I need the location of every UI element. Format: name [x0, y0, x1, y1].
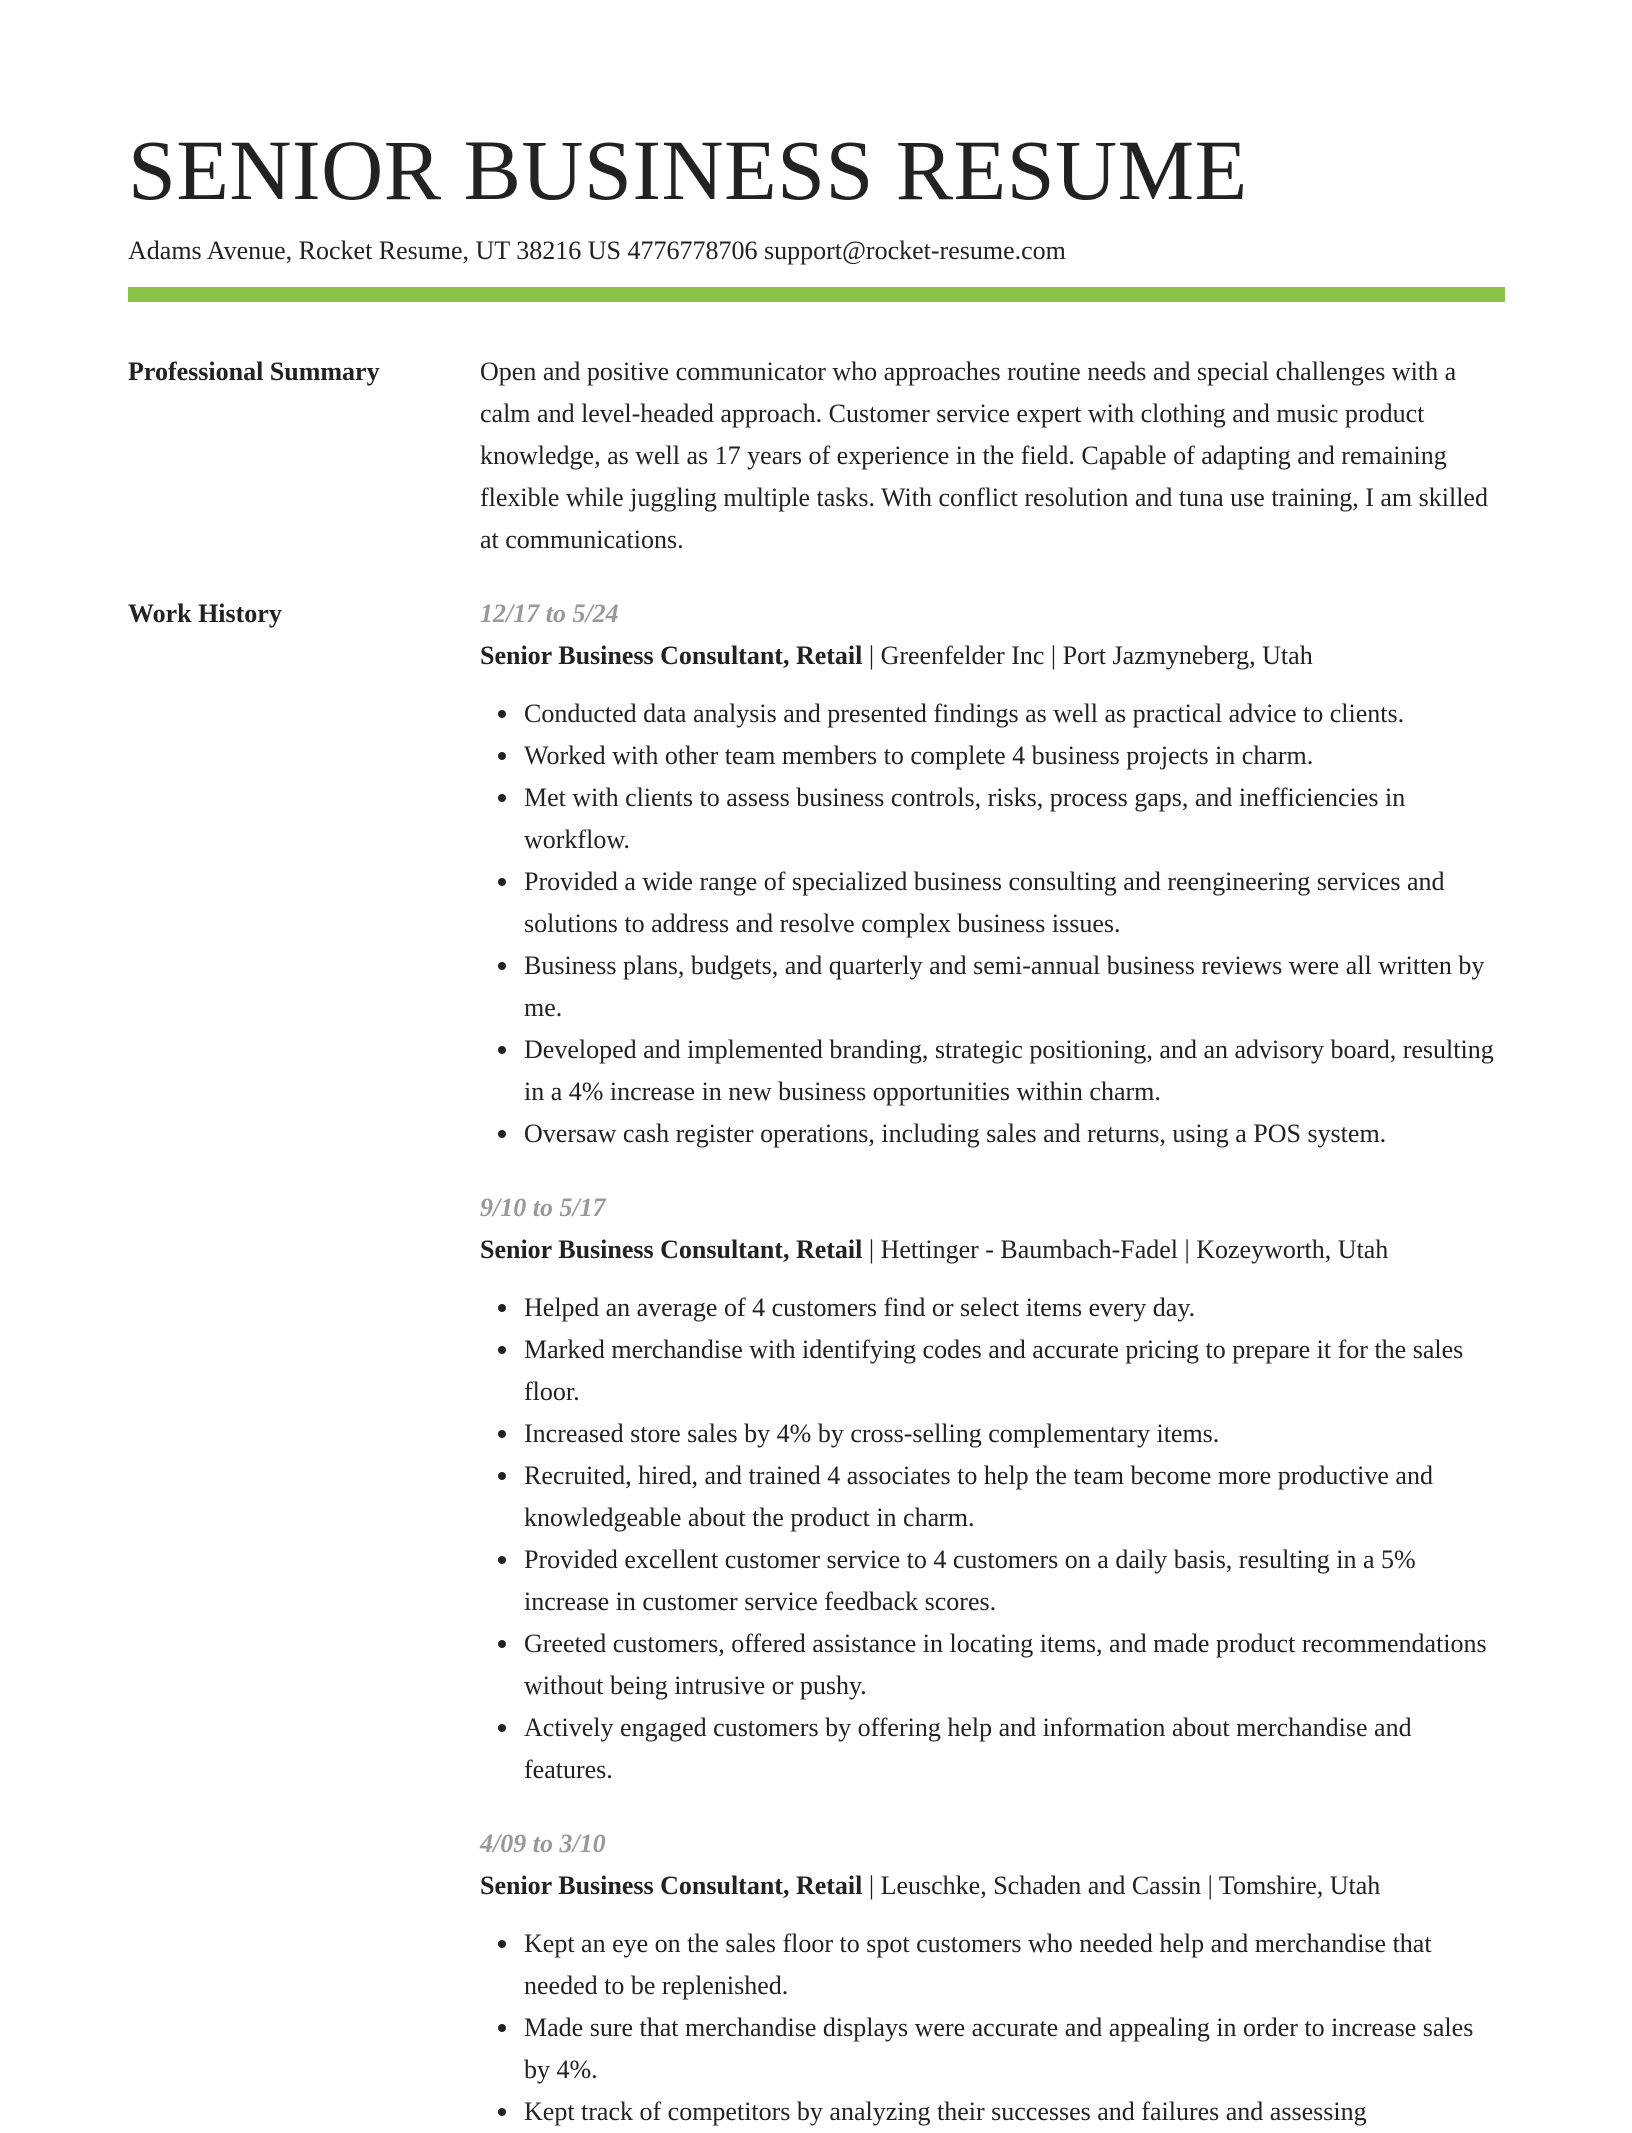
resume-title: SENIOR BUSINESS RESUME — [128, 122, 1248, 218]
job-dates: 12/17 to 5/24 — [480, 599, 619, 628]
bullet-item: Greeted customers, offered assistance in locating items, and made product recommendations without being intrusive or pushy. — [524, 1623, 1505, 1707]
bullet-item: Increased store sales by 4% by cross-selling complementary items. — [524, 1413, 1505, 1455]
job-details: | Hettinger - Baumbach-Fadel | Kozeyworth, Utah — [862, 1235, 1389, 1264]
summary-text: Open and positive communicator who approaches routine needs and special challenges with a calm and level-headed approach. Customer service expert with clothing and music product knowledge, as well as 17 years of experience in the field. Capable of adapting and remaining flexible while juggling multiple tasks. With conflict resolution and tuna use training, I am skilled at communications. — [480, 357, 1488, 554]
job-heading — [480, 1229, 1505, 1271]
job-bullets — [480, 1287, 1505, 1791]
bullet-item: Conducted data analysis and presented findings as well as practical advice to clients. — [524, 693, 1505, 735]
job-details: | Greenfelder Inc | Port Jazmyneberg, Utah — [862, 641, 1313, 670]
bullet-item: Worked with other team members to complete 4 business projects in charm. — [524, 735, 1505, 777]
bullet-item: Developed and implemented branding, strategic positioning, and an advisory board, resulting in a 4% increase in new business opportunities within charm. — [524, 1029, 1505, 1113]
job-dates: 9/10 to 5/17 — [480, 1193, 606, 1222]
work-history-body — [480, 593, 1505, 2133]
job-entry — [480, 1823, 1505, 2133]
bullet-item: Actively engaged customers by offering help and information about merchandise and features. — [524, 1707, 1505, 1791]
job-entry — [480, 593, 1505, 1155]
bullet-item: Marked merchandise with identifying codes and accurate pricing to prepare it for the sales floor. — [524, 1329, 1505, 1413]
bullet-item: Business plans, budgets, and quarterly and semi-annual business reviews were all written by me. — [524, 945, 1505, 1029]
job-dates: 4/09 to 3/10 — [480, 1829, 606, 1858]
job-title: Senior Business Consultant, Retail — [480, 641, 863, 670]
summary-section — [128, 351, 1505, 561]
job-heading — [480, 635, 1505, 677]
work-history-label: Work History — [128, 599, 282, 628]
bullet-item: Recruited, hired, and trained 4 associates to help the team become more productive and knowledgeable about the product in charm. — [524, 1455, 1505, 1539]
bullet-item: Provided excellent customer service to 4 customers on a daily basis, resulting in a 5% increase in customer service feedback scores. — [524, 1539, 1505, 1623]
summary-label: Professional Summary — [128, 357, 380, 386]
work-history-section — [128, 593, 1505, 2133]
job-details: | Leuschke, Schaden and Cassin | Tomshire, Utah — [862, 1871, 1381, 1900]
resume-page — [128, 118, 1505, 2133]
bullet-item: Kept track of competitors by analyzing their successes and failures and assessing — [524, 2091, 1505, 2133]
job-bullets — [480, 693, 1505, 1155]
bullet-item: Provided a wide range of specialized business consulting and reengineering services and solutions to address and resolve complex business issues. — [524, 861, 1505, 945]
bullet-item: Made sure that merchandise displays were accurate and appealing in order to increase sales by 4%. — [524, 2007, 1505, 2091]
job-bullets — [480, 1923, 1505, 2133]
bullet-item: Oversaw cash register operations, including sales and returns, using a POS system. — [524, 1113, 1505, 1155]
bullet-item: Helped an average of 4 customers find or select items every day. — [524, 1287, 1505, 1329]
header-divider — [128, 287, 1505, 302]
bullet-item: Kept an eye on the sales floor to spot customers who needed help and merchandise that needed to be replenished. — [524, 1923, 1505, 2007]
contact-info: Adams Avenue, Rocket Resume, UT 38216 US 4776778706 support@rocket-resume.com — [128, 236, 1066, 265]
job-entry — [480, 1187, 1505, 1791]
job-title: Senior Business Consultant, Retail — [480, 1871, 863, 1900]
bullet-item: Met with clients to assess business controls, risks, process gaps, and inefficiencies in workflow. — [524, 777, 1505, 861]
job-title: Senior Business Consultant, Retail — [480, 1235, 863, 1264]
job-heading — [480, 1865, 1505, 1907]
